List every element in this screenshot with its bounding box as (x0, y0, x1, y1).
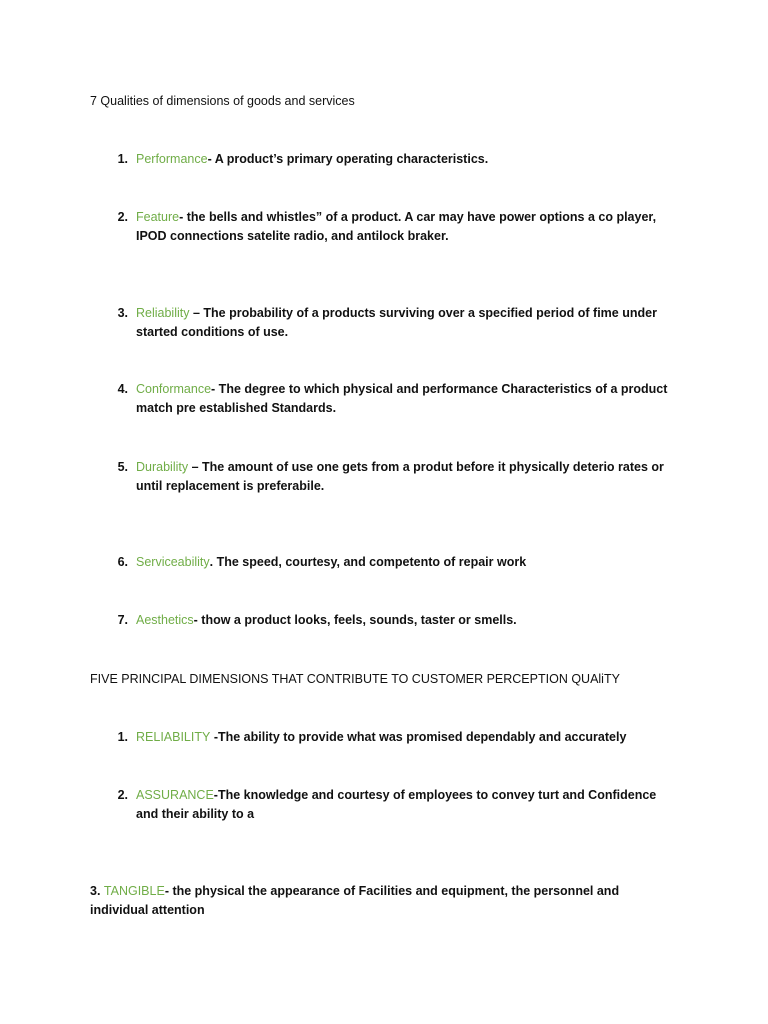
item-body (136, 553, 676, 572)
item-term: ASSURANCE (136, 788, 214, 802)
item-body (136, 728, 676, 747)
item-number: 5. (117, 460, 128, 474)
item-term: Durability (136, 460, 189, 474)
item-term: Conformance (136, 382, 212, 396)
item-term: Aesthetics (136, 613, 194, 627)
item-term: Serviceability (136, 555, 210, 569)
section2-heading: FIVE PRINCIPAL DIMENSIONS THAT CONTRIBUTE TO CUSTOMER PERCEPTION QUAliTY (90, 672, 620, 686)
item-number: 4. (117, 382, 128, 396)
item-term: RELIABILITY (136, 730, 211, 744)
item-text: -The knowledge and courtesy of employees to convey turt and Confidence and their ability to a (136, 788, 657, 821)
item-text: . The speed, courtesy, and competento of repair work (209, 555, 527, 569)
item-body (136, 208, 676, 246)
item-text: - The degree to which physical and performance Characteristics of a product match pre established Standards. (136, 382, 668, 415)
item-number: 7. (117, 613, 128, 627)
item-number: 1. (117, 730, 128, 744)
item-term: Performance (136, 152, 208, 166)
item-tangible (90, 882, 680, 920)
item-text: - the physical the appearance of Facilities and equipment, the personnel and individual attention (90, 884, 620, 917)
item-number: 6. (117, 555, 128, 569)
item-body (136, 380, 676, 418)
item-text: – The probability of a products surviving over a specified period of fime under started conditions of use. (136, 306, 657, 339)
item-body (136, 611, 676, 630)
item-body (136, 786, 676, 824)
item-text: - A product’s primary operating characteristics. (207, 152, 489, 166)
item-number: 2. (117, 788, 128, 802)
item-text: - the bells and whistles” of a product. A car may have power options a co player, IPOD connections satelite radio, and antilock braker. (136, 210, 657, 243)
item-term: TANGIBLE (103, 884, 165, 898)
item-number: 1. (117, 152, 128, 166)
item-body (136, 150, 676, 169)
item-number: 3. (117, 306, 128, 320)
item-number: 2. (117, 210, 128, 224)
item-term: Reliability (136, 306, 190, 320)
item-text: – The amount of use one gets from a produt before it physically deterio rates or until replacement is preferabile. (136, 460, 664, 493)
item-term: Feature (136, 210, 180, 224)
section1-heading: 7 Qualities of dimensions of goods and services (90, 94, 355, 108)
item-body (136, 458, 676, 496)
item-body (136, 304, 676, 342)
item-text: -The ability to provide what was promised dependably and accurately (210, 730, 627, 744)
item-number: 3. (90, 884, 104, 898)
item-text: - thow a product looks, feels, sounds, taster or smells. (193, 613, 517, 627)
